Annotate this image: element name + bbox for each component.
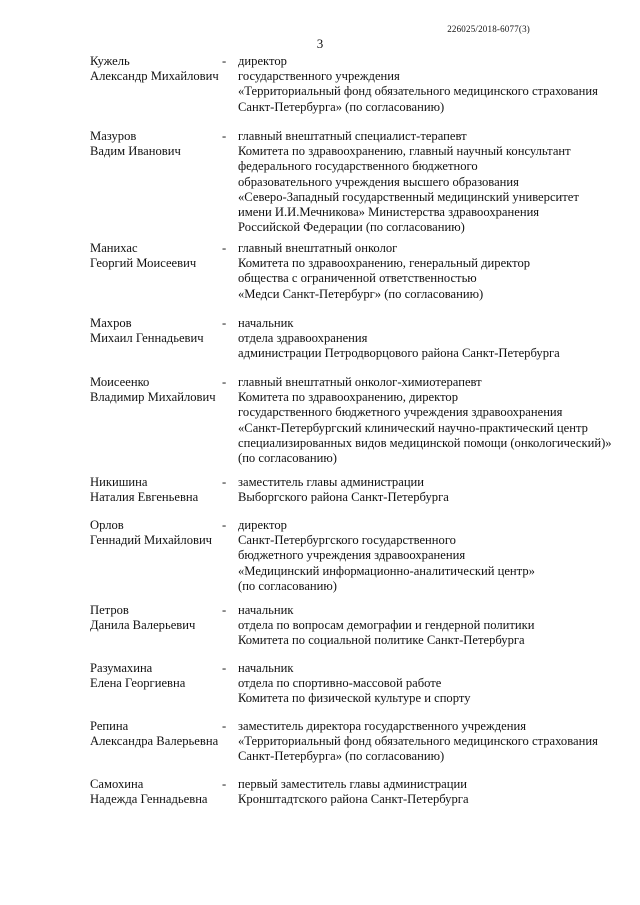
position-description bbox=[238, 316, 610, 362]
person-name bbox=[90, 129, 230, 159]
person-name bbox=[90, 518, 230, 548]
position-line: первый заместитель главы администрации bbox=[238, 777, 467, 791]
dash-separator: - bbox=[222, 719, 227, 733]
position-line: Кронштадтского района Санкт-Петербурга bbox=[238, 792, 469, 807]
surname: Самохина bbox=[90, 777, 144, 791]
surname: Мазуров bbox=[90, 129, 137, 143]
position-line: «Санкт-Петербургский клинический научно-практический центр bbox=[238, 420, 588, 435]
position-line: Санкт-Петербурга» (по согласованию) bbox=[238, 99, 445, 114]
position-description bbox=[238, 475, 610, 505]
position-description bbox=[238, 54, 610, 115]
person-name bbox=[90, 375, 230, 405]
position-line: бюджетного учреждения здравоохранения bbox=[238, 548, 466, 563]
given-names: Владимир Михайлович bbox=[90, 390, 216, 405]
position-line: «Медицинский информационно-аналитический центр» bbox=[238, 563, 535, 578]
position-line: (по согласованию) bbox=[238, 451, 338, 466]
person-name bbox=[90, 603, 230, 633]
person-name bbox=[90, 777, 230, 807]
position-line: Комитета по здравоохранению, директор bbox=[238, 390, 459, 405]
position-line: «Территориальный фонд обязательного медицинского страхования bbox=[238, 734, 598, 749]
surname: Разумахина bbox=[90, 661, 153, 675]
dash-separator: - bbox=[222, 54, 227, 68]
person-name bbox=[90, 54, 230, 84]
given-names: Надежда Геннадьевна bbox=[90, 792, 208, 807]
dash-separator: - bbox=[222, 603, 227, 617]
position-line: отдела здравоохранения bbox=[238, 331, 368, 346]
given-names: Данила Валерьевич bbox=[90, 618, 196, 633]
position-line: федерального государственного бюджетного bbox=[238, 159, 478, 174]
dash-separator: - bbox=[222, 375, 227, 389]
position-line: Санкт-Петербургского государственного bbox=[238, 533, 456, 548]
position-description bbox=[238, 603, 610, 649]
surname: Моисеенко bbox=[90, 375, 150, 389]
person-name bbox=[90, 719, 230, 749]
given-names: Георгий Моисеевич bbox=[90, 256, 197, 271]
page-number: 3 bbox=[316, 36, 324, 51]
surname: Махров bbox=[90, 316, 132, 330]
surname: Манихас bbox=[90, 241, 138, 255]
given-names: Вадим Иванович bbox=[90, 144, 181, 159]
position-line: начальник bbox=[238, 316, 294, 330]
position-line: государственного учреждения bbox=[238, 69, 400, 84]
position-line: отдела по спортивно-массовой работе bbox=[238, 676, 442, 691]
position-line: государственного бюджетного учреждения здравоохранения bbox=[238, 405, 563, 420]
position-description bbox=[238, 129, 610, 235]
position-description bbox=[238, 518, 610, 594]
dash-separator: - bbox=[222, 475, 227, 489]
position-line: «Территориальный фонд обязательного медицинского страхования bbox=[238, 84, 598, 99]
position-line: Российской Федерации (по согласованию) bbox=[238, 220, 465, 235]
position-line: начальник bbox=[238, 603, 294, 617]
position-line: отдела по вопросам демографии и гендерной политики bbox=[238, 618, 535, 633]
dash-separator: - bbox=[222, 518, 227, 532]
dash-separator: - bbox=[222, 661, 227, 675]
person-name bbox=[90, 475, 230, 505]
position-line: специализированных видов медицинской помощи (онкологический)» bbox=[238, 435, 612, 450]
given-names: Елена Георгиевна bbox=[90, 676, 186, 691]
position-line: заместитель директора государственного учреждения bbox=[238, 719, 526, 733]
position-description bbox=[238, 719, 610, 765]
position-line: начальник bbox=[238, 661, 294, 675]
position-line: заместитель главы администрации bbox=[238, 475, 425, 489]
surname: Орлов bbox=[90, 518, 124, 532]
position-line: «Северо-Западный государственный медицинский университет bbox=[238, 189, 579, 204]
given-names: Геннадий Михайлович bbox=[90, 533, 213, 548]
surname: Кужель bbox=[90, 54, 130, 68]
position-line: администрации Петродворцового района Санкт-Петербурга bbox=[238, 346, 560, 361]
given-names: Александра Валерьевна bbox=[90, 734, 219, 749]
position-line: общества с ограниченной ответственностью bbox=[238, 271, 477, 286]
surname: Петров bbox=[90, 603, 129, 617]
position-line: Комитета по здравоохранению, главный научный консультант bbox=[238, 144, 571, 159]
document-code: 226025/2018-6077(3) bbox=[447, 24, 530, 34]
dash-separator: - bbox=[222, 129, 227, 143]
position-line: главный внештатный онколог bbox=[238, 241, 398, 255]
dash-separator: - bbox=[222, 777, 227, 791]
position-line: директор bbox=[238, 518, 287, 532]
position-line: образовательного учреждения высшего образования bbox=[238, 174, 519, 189]
position-line: Санкт-Петербурга» (по согласованию) bbox=[238, 749, 445, 764]
position-description bbox=[238, 777, 610, 807]
position-line: Комитета по социальной политике Санкт-Петербурга bbox=[238, 633, 525, 648]
position-line: главный внештатный специалист-терапевт bbox=[238, 129, 467, 143]
person-name bbox=[90, 241, 230, 271]
position-line: имени И.И.Мечникова» Министерства здравоохранения bbox=[238, 205, 540, 220]
dash-separator: - bbox=[222, 241, 227, 255]
position-line: Комитета по физической культуре и спорту bbox=[238, 691, 471, 706]
given-names: Александр Михайлович bbox=[90, 69, 219, 84]
surname: Никишина bbox=[90, 475, 148, 489]
person-name bbox=[90, 661, 230, 691]
position-description bbox=[238, 661, 610, 707]
given-names: Наталия Евгеньевна bbox=[90, 490, 199, 505]
position-line: (по согласованию) bbox=[238, 578, 338, 593]
position-description bbox=[238, 241, 610, 302]
surname: Репина bbox=[90, 719, 129, 733]
dash-separator: - bbox=[222, 316, 227, 330]
position-line: директор bbox=[238, 54, 287, 68]
person-name bbox=[90, 316, 230, 346]
position-line: Комитета по здравоохранению, генеральный директор bbox=[238, 256, 531, 271]
position-line: «Медси Санкт-Петербург» (по согласованию) bbox=[238, 286, 484, 301]
given-names: Михаил Геннадьевич bbox=[90, 331, 204, 346]
position-line: Выборгского района Санкт-Петербурга bbox=[238, 490, 449, 505]
position-description bbox=[238, 375, 610, 466]
position-line: главный внештатный онколог-химиотерапевт bbox=[238, 375, 482, 389]
